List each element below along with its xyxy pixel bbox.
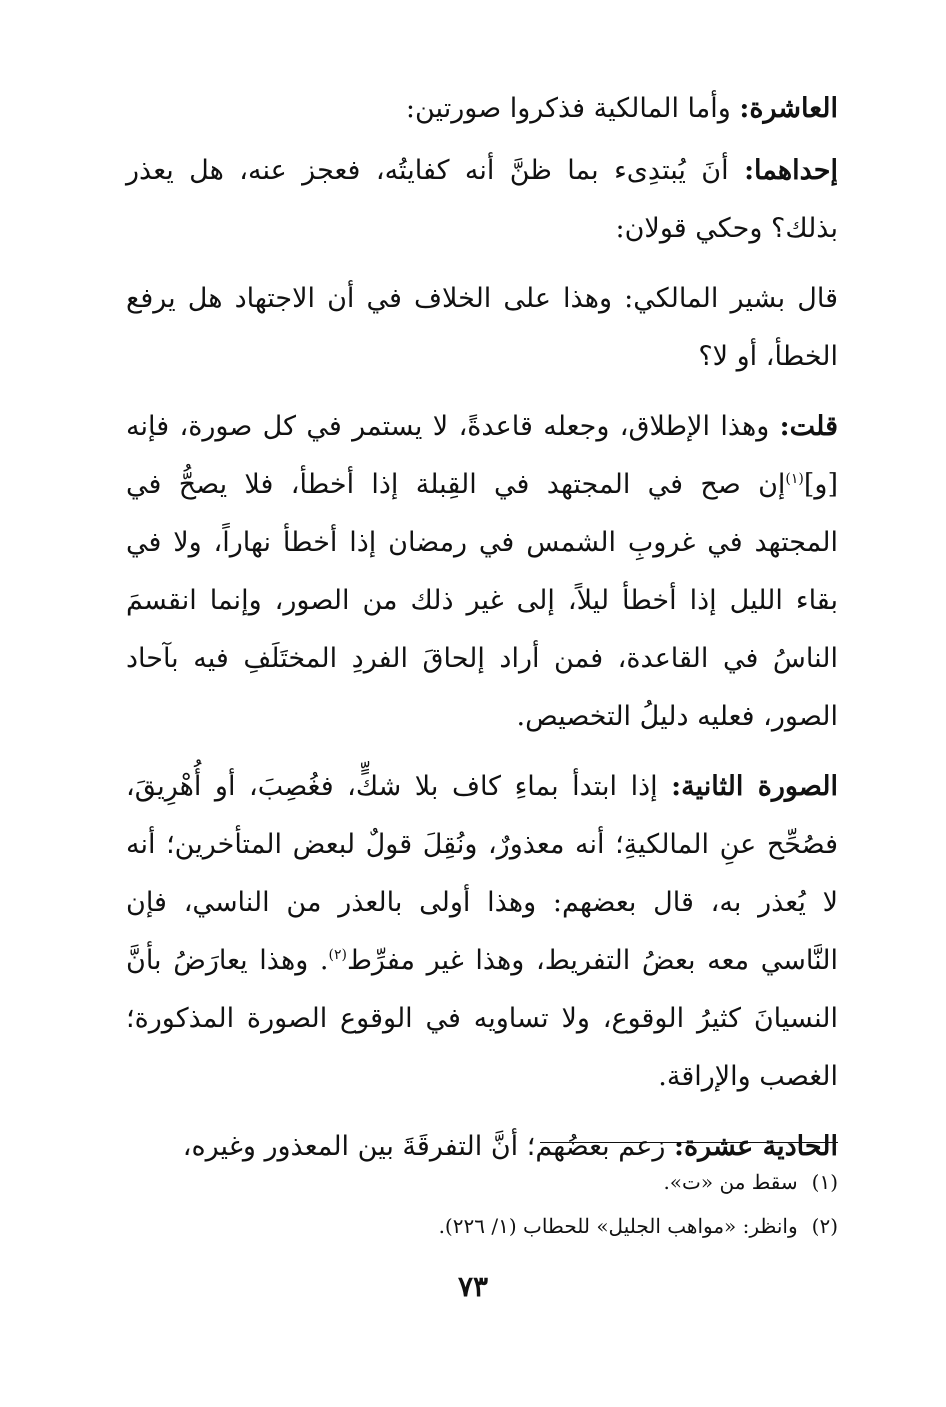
- footnote-text: سقط من «ت».: [663, 1170, 798, 1194]
- paragraph-text: أنَ يُبتدِىء بما ظنَّ أنه كفايتُه، فعجز عنه، هل يعذر بذلك؟ وحكي قولان:: [126, 155, 838, 244]
- footnote-reference: (٢): [328, 947, 347, 963]
- footnote-text: وانظر: «مواهب الجليل» للحطاب (١/ ٢٢٦).: [438, 1214, 798, 1238]
- footnote-separator: [540, 1142, 838, 1143]
- paragraph-heading: إحداهما:: [744, 155, 838, 186]
- page-number: ٧٣: [457, 1270, 489, 1303]
- paragraph-text: قال بشير المالكي: وهذا على الخلاف في أن الاجتهاد هل يرفع الخطأ، أو لا؟: [126, 283, 838, 372]
- paragraph-heading: الصورة الثانية:: [671, 771, 839, 802]
- paragraph-first-form: [126, 142, 838, 258]
- paragraph-tenth: [126, 80, 838, 138]
- paragraph-text: إذا ابتدأ بماءِ كاف بلا شكٍّ، فغُصِبَ، أو أُهْرِيقَ، فصُحِّح عنِ المالكيةِ؛ أنه معذورٌ، ونُقِلَ قولٌ لبعض المتأخرين؛ أنه لا يُعذر به، قال بعضهم: وهذا أولى بالعذر من الناسي، فإن النَّاسي معه بعضُ التفريط، وهذا غير مفرِّط: [126, 771, 838, 976]
- footnote-item: [126, 1204, 838, 1248]
- paragraph-bashir-quote: [126, 270, 838, 386]
- footnote-reference: (١): [785, 471, 804, 487]
- paragraph-second-form: [126, 758, 838, 1106]
- paragraph-text: وهذا الإطلاق، وجعله قاعدةً، لا يستمر في كل صورة، فإنه [و]: [126, 411, 838, 500]
- page-body: [126, 80, 838, 1188]
- paragraph-text: وأما المالكية فذكروا صورتين:: [405, 93, 740, 124]
- footnotes: [126, 1160, 838, 1248]
- paragraph-heading: قلت:: [779, 411, 838, 442]
- paragraph-text: زعم بعضُهم؛ أنَّ التفرقَةَ بين المعذور وغيره،: [182, 1131, 674, 1162]
- footnote-item: [126, 1160, 838, 1204]
- paragraph-text: . وهذا يعارَضُ بأنَّ النسيانَ كثيرُ الوقوع، ولا تساويه في الوقوع الصورة المذكورة؛ الغصب والإراقة.: [126, 945, 838, 1092]
- footnote-number: (٢): [811, 1214, 838, 1238]
- footnote-number: (١): [811, 1170, 838, 1194]
- paragraph-heading: الحادية عشرة:: [673, 1131, 838, 1162]
- paragraph-heading: العاشرة:: [739, 93, 838, 124]
- paragraph-text: إن صح في المجتهد في القِبلة إذا أخطأ، فلا يصحُّ في المجتهد في غروبِ الشمس في رمضان إذا أخطأ نهاراً، ولا في بقاء الليل إذا أخطأ ليلاً، إلى غير ذلك من الصور، وإنما انقسمَ الناسُ في القاعدة، فمن أراد إلحاقَ الفردِ المختَلَفِ فيه بآحاد الصور، فعليه دليلُ التخصيص.: [126, 469, 838, 732]
- paragraph-qultu: [126, 398, 838, 746]
